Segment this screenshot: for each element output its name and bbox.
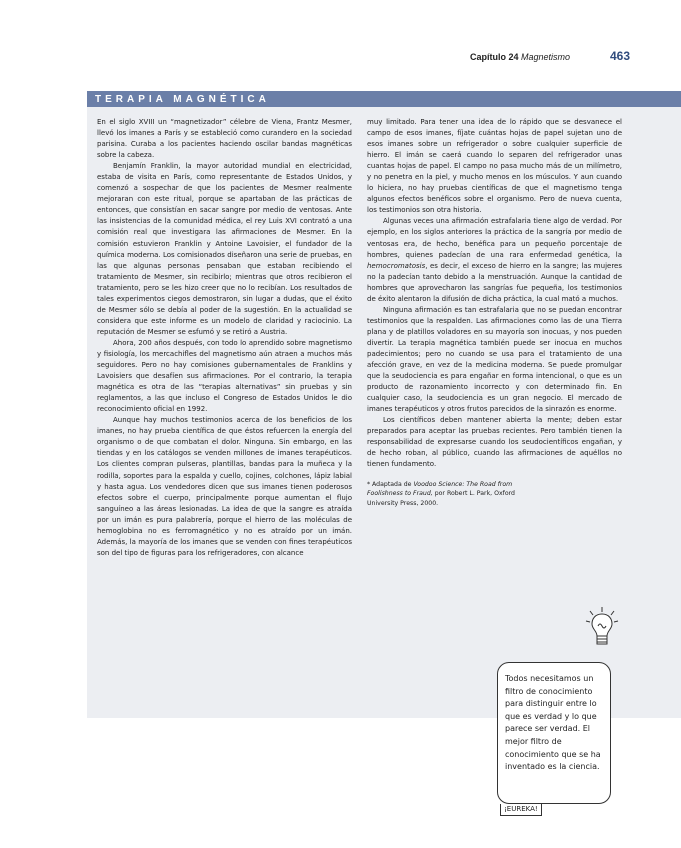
paragraph-text: Algunas veces una afirmación estrafalaria tiene algo de verdad. Por ejemplo, en los siglos anteriores la práctica de la sangría por medio de ventosas era, de hecho, benéfica para un pequeño porcentaje de hombres, quienes padecían de una rara enfermedad genética, la [367, 217, 622, 259]
footnote-prefix: * Adaptada de [367, 480, 414, 488]
page-header [470, 49, 630, 68]
paragraph: En el siglo XVIII un “magnetizador” célebre de Viena, Frantz Mesmer, llevó los imanes a París y se estableció como curandero en la sociedad parisina. Curaba a los pacientes haciendo oscilar bandas magnéticas sobre la cabeza. [97, 118, 352, 160]
light-bulb-icon [585, 606, 619, 650]
footnote-suffix: por Robert L. Park, Oxford University Press, 2000. [367, 490, 515, 507]
right-column [367, 117, 622, 508]
footnote [367, 480, 517, 509]
paragraph [367, 216, 622, 304]
box-title: TERAPIA MAGNÉTICA [87, 91, 681, 107]
eureka-text: Todos necesitamos un filtro de conocimiento para distinguir entre lo que es verdad y lo que parece ser verdad. El mejor filtro de conocimiento que se ha inventado es la ciencia. [505, 674, 601, 772]
left-column [97, 117, 352, 559]
chapter-label: Capítulo 24 [470, 52, 519, 62]
paragraph-text: , es decir, el exceso de hierro en la sangre; las mujeres no la padecían tanto debido a la menstruación. Aunque la cantidad de hombres que aprovecharon las sangrías fue pequeña, los testimonios de éxito alentaron la difusión de dicha práctica, la cual mató a muchos. [367, 261, 622, 303]
term-hemochromatosis: hemocromatosis [367, 261, 426, 270]
page-number: 463 [609, 49, 630, 63]
paragraph: Aunque hay muchos testimonios acerca de los beneficios de los imanes, no hay prueba científica de que éstos refuercen la energía del organismo o de que combatan el dolor. Ninguna. Sin embargo, en las tiendas y en los catálogos se venden millones de imanes terapéuticos. Los clientes compran pulseras, plantillas, bandas para la muñeca y la rodilla, soportes para la espalda y cuello, cojines, colchones, lápiz labial y hasta agua. Los vendedores dicen que sus imanes tienen poderosos efectos sobre el cuerpo, principalmente porque aumentan el flujo sanguíneo a las áreas lesionadas. La idea de que la sangre es atraída por un imán es pura palabrería, porque el hierro de las moléculas de hemoglobina no es ferromagnético y no es atraído por un imán. Además, la mayoría de los imanes que se venden con fines terapéuticos son del tipo de figuras para los refrigeradores, con alcance [97, 416, 352, 557]
paragraph: Ninguna afirmación es tan estrafalaria que no se puedan encontrar testimonios que la respalden. Las afirmaciones como las de una Tierra plana y de platillos voladores en su mayoría son inocuas, y nos pueden divertir. La terapia magnética también puede ser inocua en muchos padecimientos; pero no cuando se usa para el tratamiento de una afección grave, en vez de la medicina moderna. Se puede promulgar que la seudociencia es para engañar en forma intencional, o que es un producto de razonamiento incorrecto y con determinado fin. En cualquier caso, la seudociencia es un gran negocio. El mercado de imanes terapéuticos y otros frutos parecidos de la sinrazón es enorme. [367, 305, 622, 414]
chapter-topic: Magnetismo [521, 52, 571, 62]
footnote-book-title: Voodoo Science: The Road from Foolishness to Fraud, [367, 480, 513, 497]
paragraph: Ahora, 200 años después, con todo lo aprendido sobre magnetismo y fisiología, los mercachifles del magnetismo aún atraen a muchos más seguidores. Pero no hay comisiones gubernamentales de Franklins y Lavoisiers que desafíen sus afirmaciones. Por el contrario, la terapia magnética es otra de las “terapias alternativas” sin pruebas y sin reglamentos, a las que incluso el Congreso de Estados Unidos le dio reconocimiento oficial en 1992. [97, 338, 352, 414]
eureka-tag: ¡EUREKA! [500, 804, 542, 816]
eureka-callout [497, 662, 611, 804]
paragraph: muy limitado. Para tener una idea de lo rápido que se desvanece el campo de esos imanes, fíjate cuántas hojas de papel sujetan uno de esos imanes sobre un refrigerador o sobre cualquier superficie de hierro. El imán se caerá cuando lo separen del refrigerador unas cuantas hojas de papel. El campo no pasa mucho más de un milímetro, y no penetra en la piel, y mucho menos en los músculos. Y aun cuando lo hiciera, no hay pruebas científicas de que el magnetismo tenga algunos efectos benéficos sobre el organismo. Pero de nueva cuenta, los testimonios son otra historia. [367, 118, 622, 215]
paragraph: Los científicos deben mantener abierta la mente; deben estar preparados para aceptar las pruebas recientes. Pero también tienen la responsabilidad de expresarse cuando los seudocientíficos engañan, y de hecho roban, al público, cuando las afirmaciones de aquéllos no tienen fundamento. [367, 416, 622, 469]
paragraph: Benjamín Franklin, la mayor autoridad mundial en electricidad, estaba de visita en París, como representante de Estados Unidos, y comenzó a sospechar de que los pacientes de Mesmer realmente mejoraran con este ritual, porque se apartaban de las prácticas de entonces, que consistían en sacar sangre por medio de ventosas. Ante las insistencias de la comunidad médica, el rey Luis XVI contrató a una comisión real que investigara las afirmaciones de Mesmer. En la comisión estuvieron Franklin y Antoine Lavoisier, el fundador de la química moderna. Los comisionados diseñaron una serie de pruebas, en las que algunas personas pensaban que estaban recibiendo el tratamiento de Mesmer, sin recibirlo; mientras que otros recibieron el tratamiento, pero se les hizo creer que no lo recibían. Los resultados de tales experimentos ciegos demostraron, sin lugar a dudas, que el éxito de Mesmer sólo se debía al poder de la sugestión. En la actualidad se considera que este informe es un modelo de claridad y raciocinio. La reputación de Mesmer se esfumó y se retiró a Austria. [97, 162, 352, 336]
